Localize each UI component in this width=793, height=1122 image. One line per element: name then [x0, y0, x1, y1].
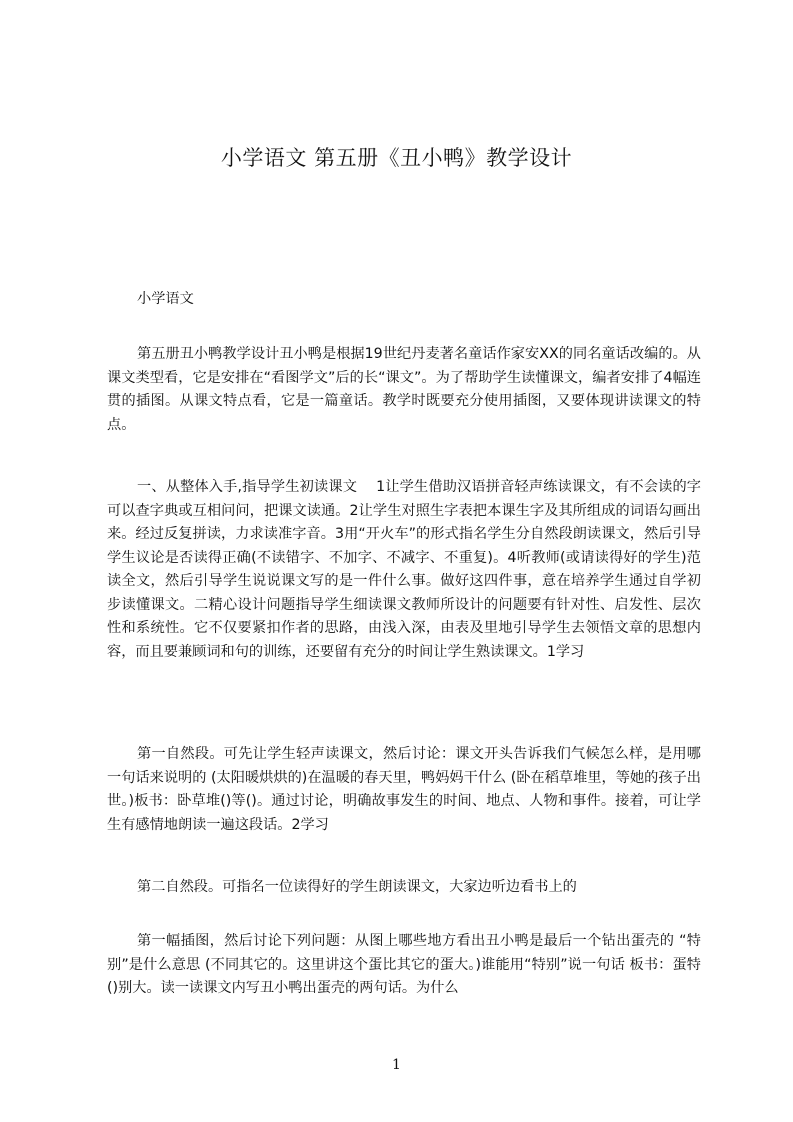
paragraph-reading-guide: 一、从整体入手,指导学生初读课文 1让学生借助汉语拼音轻声练读课文，有不会读的字可以查字典或互相问问，把课文读通。2让学生对照生字表把本课生字及其所组成的词语勾画出来。经过反复拼读，力求读准字音。3用“开火车”的形式指名学生分自然段朗读课文，然后引导学生议论是否读得正确(不读错字、不加字、不减字、不重复)。4听教师(或请读得好的学生)范读全文，然后引导学生说说课文写的是一件什么事。做好这四件事，意在培养学生通过自学初步读懂课文。二精心设计问题指导学生细读课文教师所设计的问题要有针对性、启发性、层次性和系统性。它不仅要紧扣作者的思路，由浅入深，由表及里地引导学生去领悟文章的思想内容，而且要兼顾词和句的训练，还要留有充分的时间让学生熟读课文。1学习: [107, 479, 701, 660]
document-title: 小学语文 第五册《丑小鸭》教学设计: [220, 146, 573, 170]
page-number: 1: [392, 1057, 401, 1073]
paragraph-illustration-one: 第一幅插图，然后讨论下列问题：从图上哪些地方看出丑小鸭是最后一个钻出蛋壳的 “特别”是什么意思 (不同其它的。这里讲这个蛋比其它的蛋大。)谁能用“特别”说一句话 板书：蛋特()别大。读一读课文内写丑小鸭出蛋壳的两句话。为什么: [107, 933, 701, 996]
document-subtitle: 小学语文: [137, 291, 194, 307]
paragraph-intro: 第五册丑小鸭教学设计丑小鸭是根据19世纪丹麦著名童话作家安XX的同名童话改编的。从课文类型看，它是安排在“看图学文”后的长“课文”。为了帮助学生读懂课文，编者安排了4幅连贯的插图。从课文特点看，它是一篇童话。教学时既要充分使用插图，又要体现讲读课文的特点。: [107, 346, 701, 433]
paragraph-section-two: 第二自然段。可指名一位读得好的学生朗读课文，大家边听边看书上的: [137, 879, 577, 895]
paragraph-section-one: 第一自然段。可先让学生轻声读课文，然后讨论：课文开头告诉我们气候怎么样，是用哪一句话来说明的 (太阳暖烘烘的)在温暖的春天里，鸭妈妈干什么 (卧在稻草堆里，等她的孩子出世。)板书：卧草堆()等()。通过讨论，明确故事发生的时间、地点、人物和事件。接着，可让学生有感情地朗读一遍这段话。2学习: [107, 746, 701, 833]
